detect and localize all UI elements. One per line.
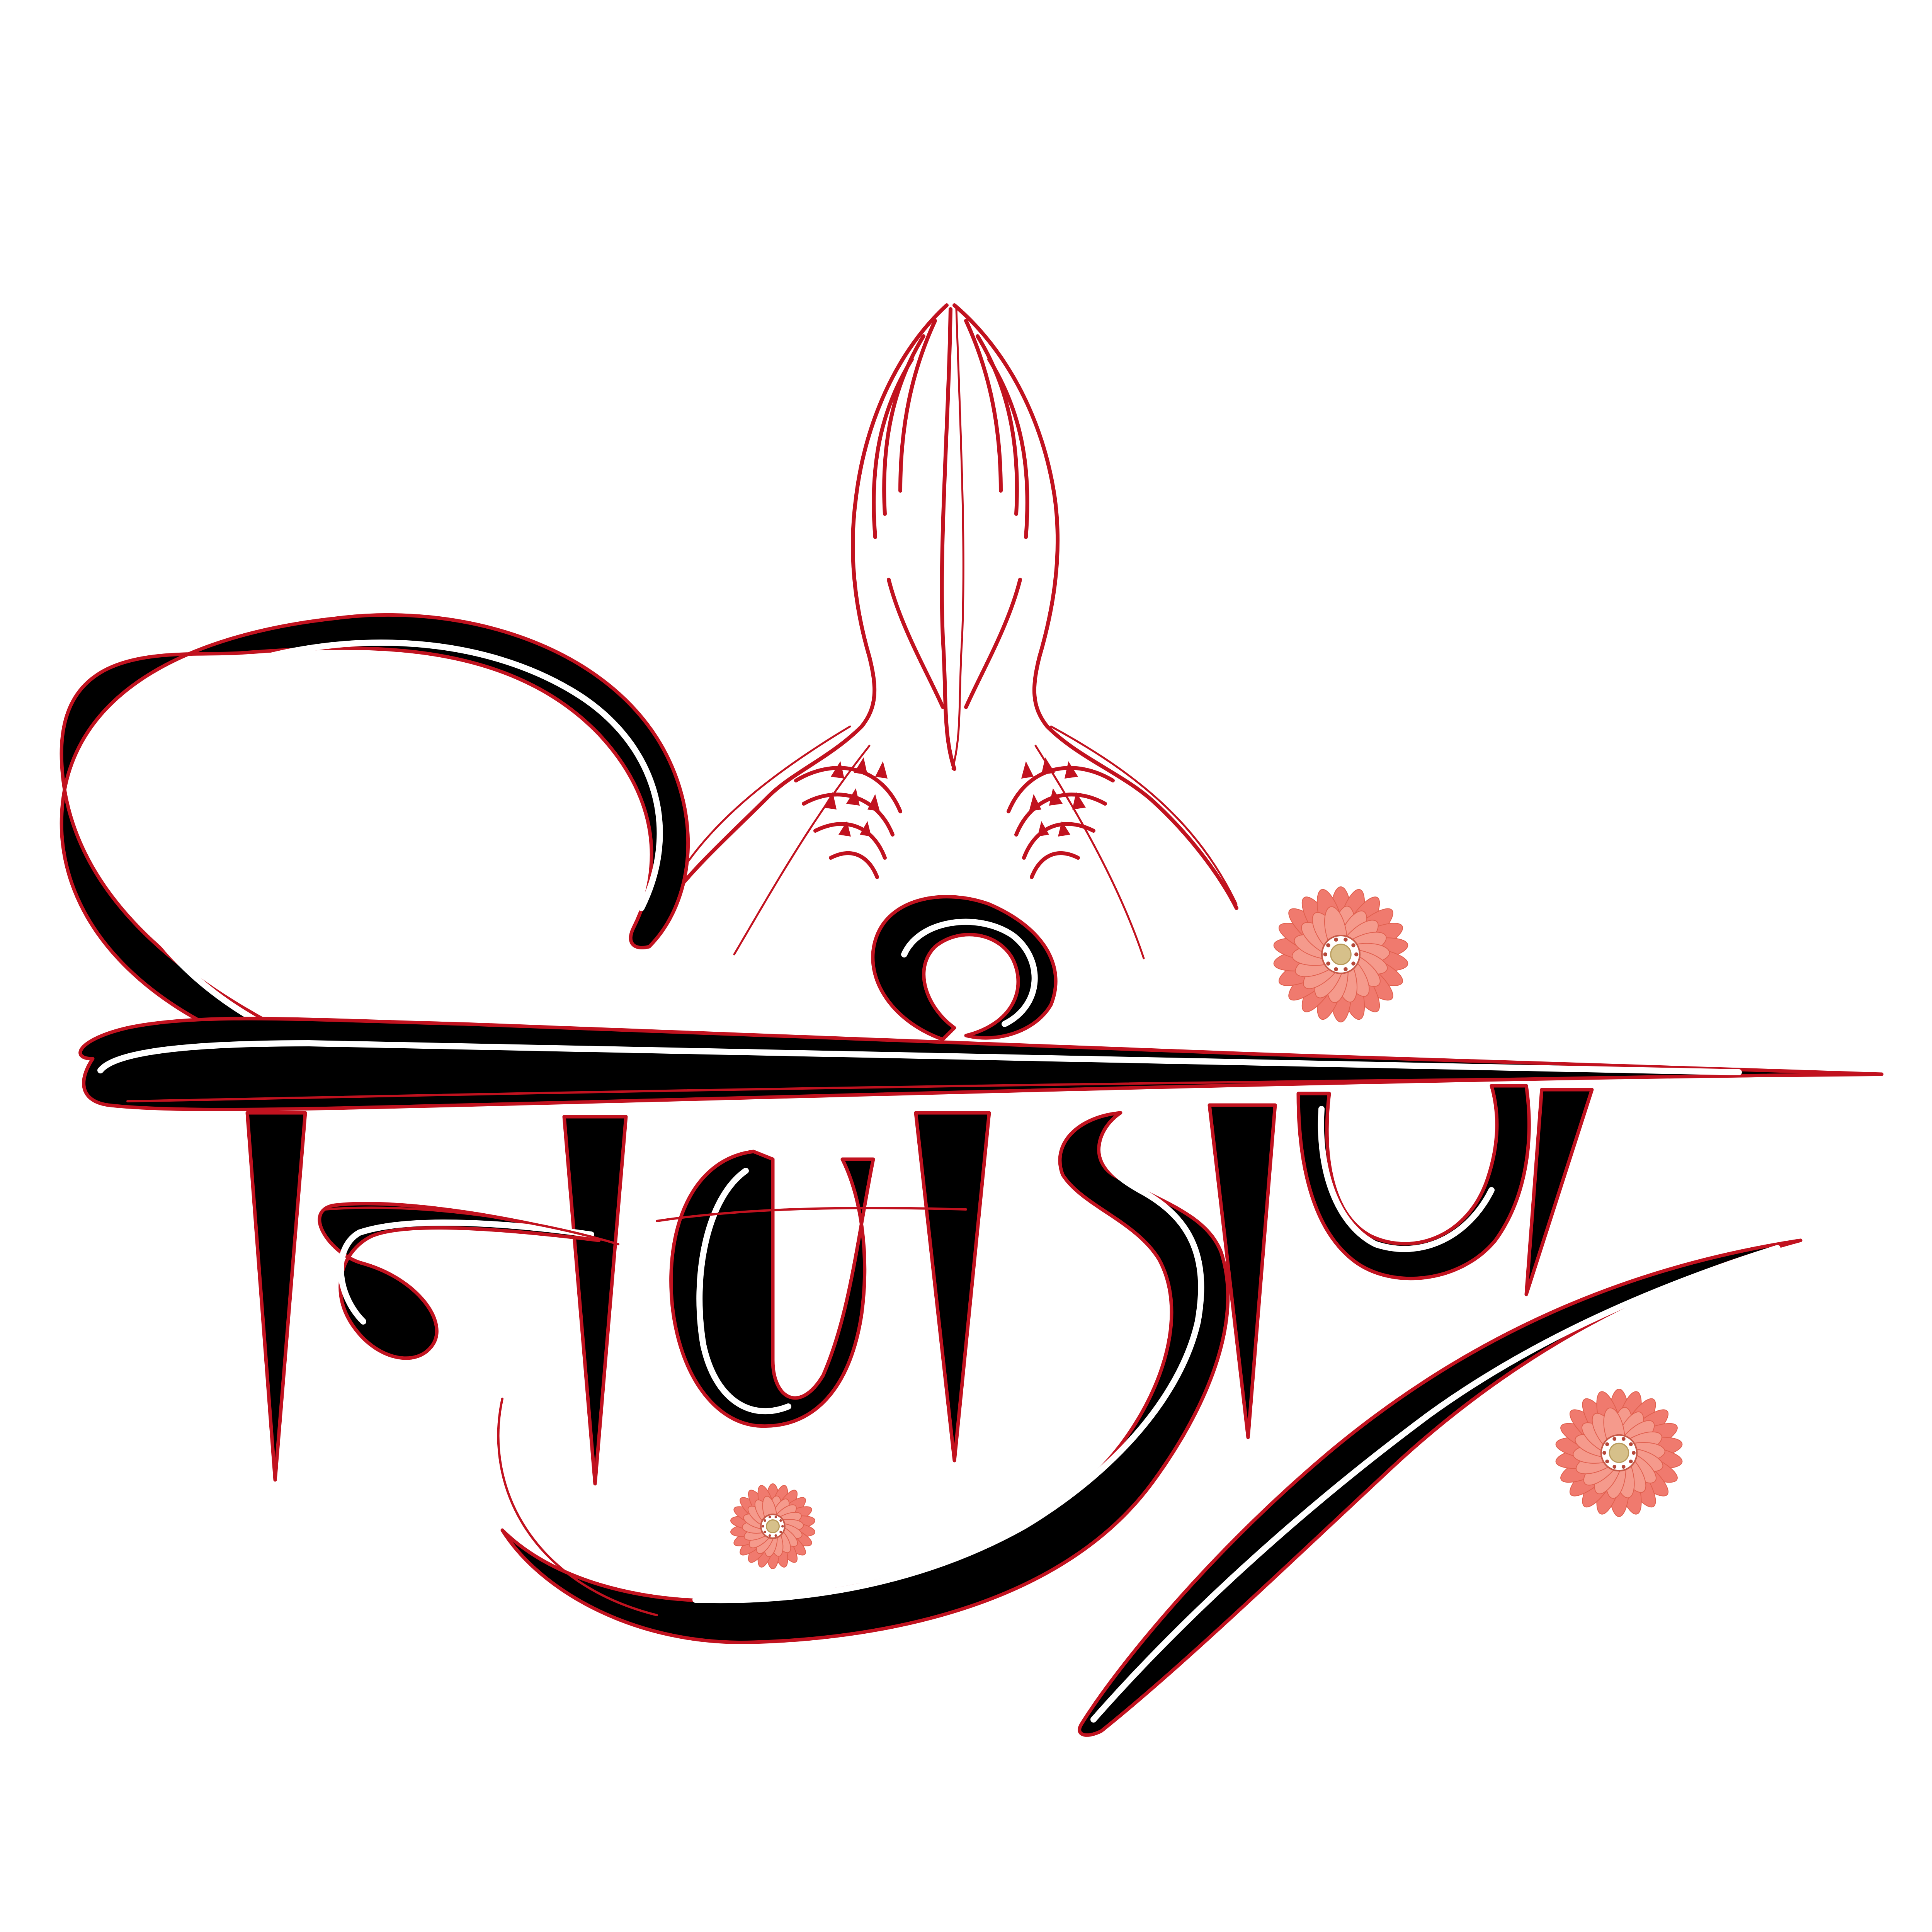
gerbera-flower-icon-top-right [1272,886,1409,1022]
calligraphy-title-artwork [61,615,1882,1735]
right-bangle-pattern [1009,757,1113,877]
gerbera-flower-icon-right [1554,1389,1684,1517]
letter-na-loop [320,1204,599,1358]
gerbera-flower-icon-bottom-left [730,1483,816,1569]
stem-3 [916,1113,989,1461]
stem-2 [564,1117,626,1484]
anusvara-hook [873,897,1056,1039]
stem-5 [1526,1090,1592,1294]
letter-i-loop [61,615,688,1051]
stem-1 [247,1113,305,1480]
left-bangle-pattern [796,757,900,877]
namaste-hands-icon [672,305,1236,958]
